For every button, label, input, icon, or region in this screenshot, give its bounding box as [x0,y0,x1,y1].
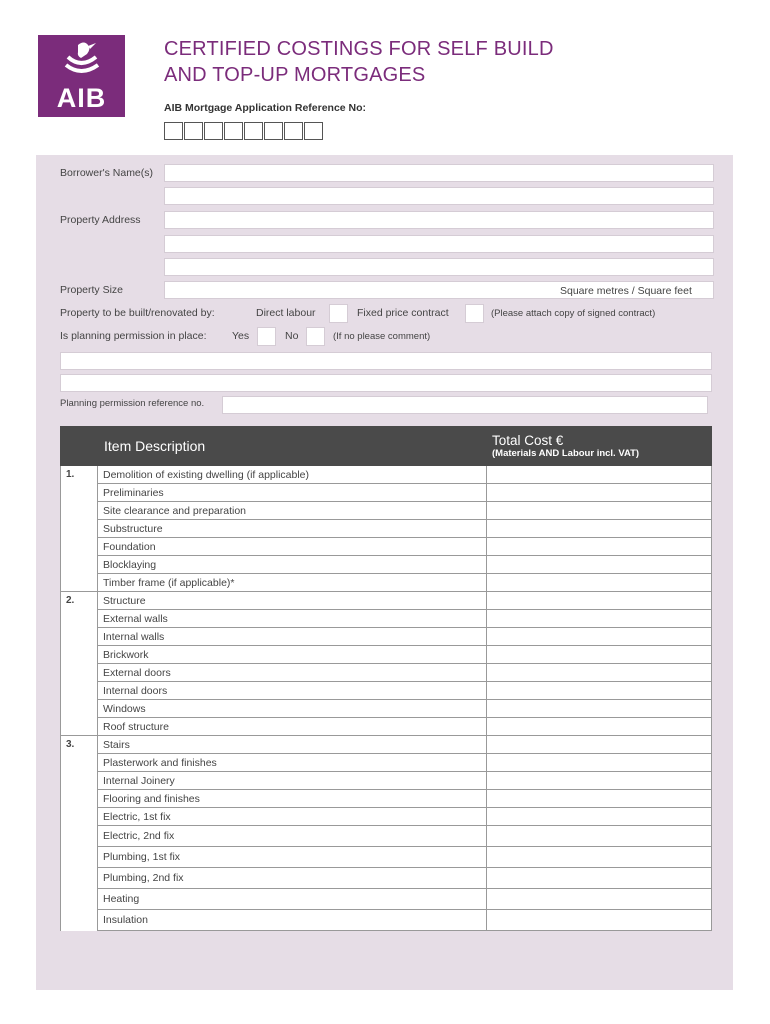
item-description: Site clearance and preparation [98,502,487,520]
total-cost-cell[interactable] [487,592,712,610]
total-cost-cell[interactable] [487,646,712,664]
table-row [61,664,712,682]
item-description: Internal doors [98,682,487,700]
reference-label: AIB Mortgage Application Reference No: [164,102,367,114]
item-description: Preliminaries [98,484,487,502]
total-cost-cell[interactable] [487,754,712,772]
size-label: Property Size [60,284,124,296]
table-row [61,466,712,484]
address-field-3[interactable] [164,258,714,276]
planning-ref-label: Planning permission reference no. [60,398,205,409]
address-field-2[interactable] [164,235,714,253]
title-line-2: AND TOP-UP MORTGAGES [164,64,426,86]
direct-labour-label: Direct labour [256,307,316,319]
total-cost-cell[interactable] [487,808,712,826]
total-cost-cell[interactable] [487,556,712,574]
borrower-name-field-2[interactable] [164,187,714,205]
table-row [61,574,712,592]
planning-ref-field[interactable] [222,396,708,414]
fixed-price-label: Fixed price contract [357,307,449,319]
size-units: Square metres / Square feet [560,285,692,297]
reference-digit-box[interactable] [244,122,263,140]
table-row [61,772,712,790]
item-description: Electric, 1st fix [98,808,487,826]
total-cost-cell[interactable] [487,847,712,868]
reference-digit-box[interactable] [164,122,183,140]
item-description: Substructure [98,520,487,538]
borrower-name-field-1[interactable] [164,164,714,182]
item-description: Internal walls [98,628,487,646]
total-cost-cell[interactable] [487,664,712,682]
item-description: Flooring and finishes [98,790,487,808]
table-row [61,718,712,736]
reference-digit-box[interactable] [204,122,223,140]
item-description: Brickwork [98,646,487,664]
total-cost-cell[interactable] [487,700,712,718]
table-header-row [61,427,712,466]
total-cost-cell[interactable] [487,574,712,592]
total-cost-cell[interactable] [487,868,712,889]
reference-digit-box[interactable] [224,122,243,140]
total-cost-cell[interactable] [487,484,712,502]
item-description: Plumbing, 2nd fix [98,868,487,889]
table-row [61,736,712,754]
item-description: Stairs [98,736,487,754]
table-row [61,889,712,910]
item-description: Foundation [98,538,487,556]
table-row [61,826,712,847]
item-description: Plasterwork and finishes [98,754,487,772]
table-row [61,646,712,664]
table-row [61,610,712,628]
item-description: Blocklaying [98,556,487,574]
planning-comment-field-2[interactable] [60,374,712,392]
item-description: Plumbing, 1st fix [98,847,487,868]
item-description: Insulation [98,910,487,931]
section-number: 3. [61,736,98,931]
total-cost-cell[interactable] [487,910,712,931]
no-label: No [285,330,299,342]
table-row [61,484,712,502]
total-cost-cell[interactable] [487,502,712,520]
reference-digit-box[interactable] [304,122,323,140]
total-cost-cell[interactable] [487,628,712,646]
table-row [61,790,712,808]
planning-yes-checkbox[interactable] [257,327,276,346]
reference-digit-box[interactable] [284,122,303,140]
item-description: Roof structure [98,718,487,736]
reference-number-boxes [164,122,324,140]
costs-table [60,426,712,931]
section-number-header [61,427,98,466]
table-row [61,754,712,772]
total-cost-cell[interactable] [487,466,712,484]
borrower-label: Borrower's Name(s) [60,167,154,179]
total-cost-cell[interactable] [487,682,712,700]
table-row [61,847,712,868]
item-description: Timber frame (if applicable)* [98,574,487,592]
ark-icon [38,35,125,85]
table-row [61,808,712,826]
section-number: 1. [61,466,98,592]
table-row [61,502,712,520]
table-row [61,868,712,889]
total-cost-cell[interactable] [487,718,712,736]
item-description: Windows [98,700,487,718]
table-row [61,520,712,538]
item-description: External walls [98,610,487,628]
table-row [61,910,712,931]
yes-label: Yes [232,330,250,342]
page-title [164,36,554,88]
total-cost-header [487,427,712,466]
item-description: Heating [98,889,487,910]
table-row [61,700,712,718]
total-cost-cell[interactable] [487,790,712,808]
table-row [61,682,712,700]
total-cost-title: Total Cost € [492,433,564,448]
address-field-1[interactable] [164,211,714,229]
planning-comment-field-1[interactable] [60,352,712,370]
table-row [61,592,712,610]
item-description: Internal Joinery [98,772,487,790]
total-cost-cell[interactable] [487,520,712,538]
reference-digit-box[interactable] [184,122,203,140]
address-label: Property Address [60,214,141,226]
no-comment-note: (If no please comment) [333,331,431,342]
attach-contract-note: (Please attach copy of signed contract) [491,308,656,319]
item-description: Structure [98,592,487,610]
item-description-header: Item Description [98,427,487,466]
item-description: Demolition of existing dwelling (if applicable) [98,466,487,484]
total-cost-cell[interactable] [487,736,712,754]
section-number: 2. [61,592,98,736]
total-cost-subtitle: (Materials AND Labour incl. VAT) [492,448,640,459]
table-row [61,628,712,646]
built-by-label: Property to be built/renovated by: [60,307,215,319]
total-cost-cell[interactable] [487,826,712,847]
planning-label: Is planning permission in place: [60,330,207,342]
total-cost-cell[interactable] [487,610,712,628]
item-description: External doors [98,664,487,682]
logo-text: AIB [56,83,107,113]
aib-logo [38,35,125,117]
table-row [61,556,712,574]
title-line-1: CERTIFIED COSTINGS FOR SELF BUILD [164,38,554,60]
item-description: Electric, 2nd fix [98,826,487,847]
table-row [61,538,712,556]
total-cost-cell[interactable] [487,889,712,910]
fixed-price-checkbox[interactable] [465,304,484,323]
planning-no-checkbox[interactable] [306,327,325,346]
total-cost-cell[interactable] [487,772,712,790]
reference-digit-box[interactable] [264,122,283,140]
total-cost-cell[interactable] [487,538,712,556]
direct-labour-checkbox[interactable] [329,304,348,323]
